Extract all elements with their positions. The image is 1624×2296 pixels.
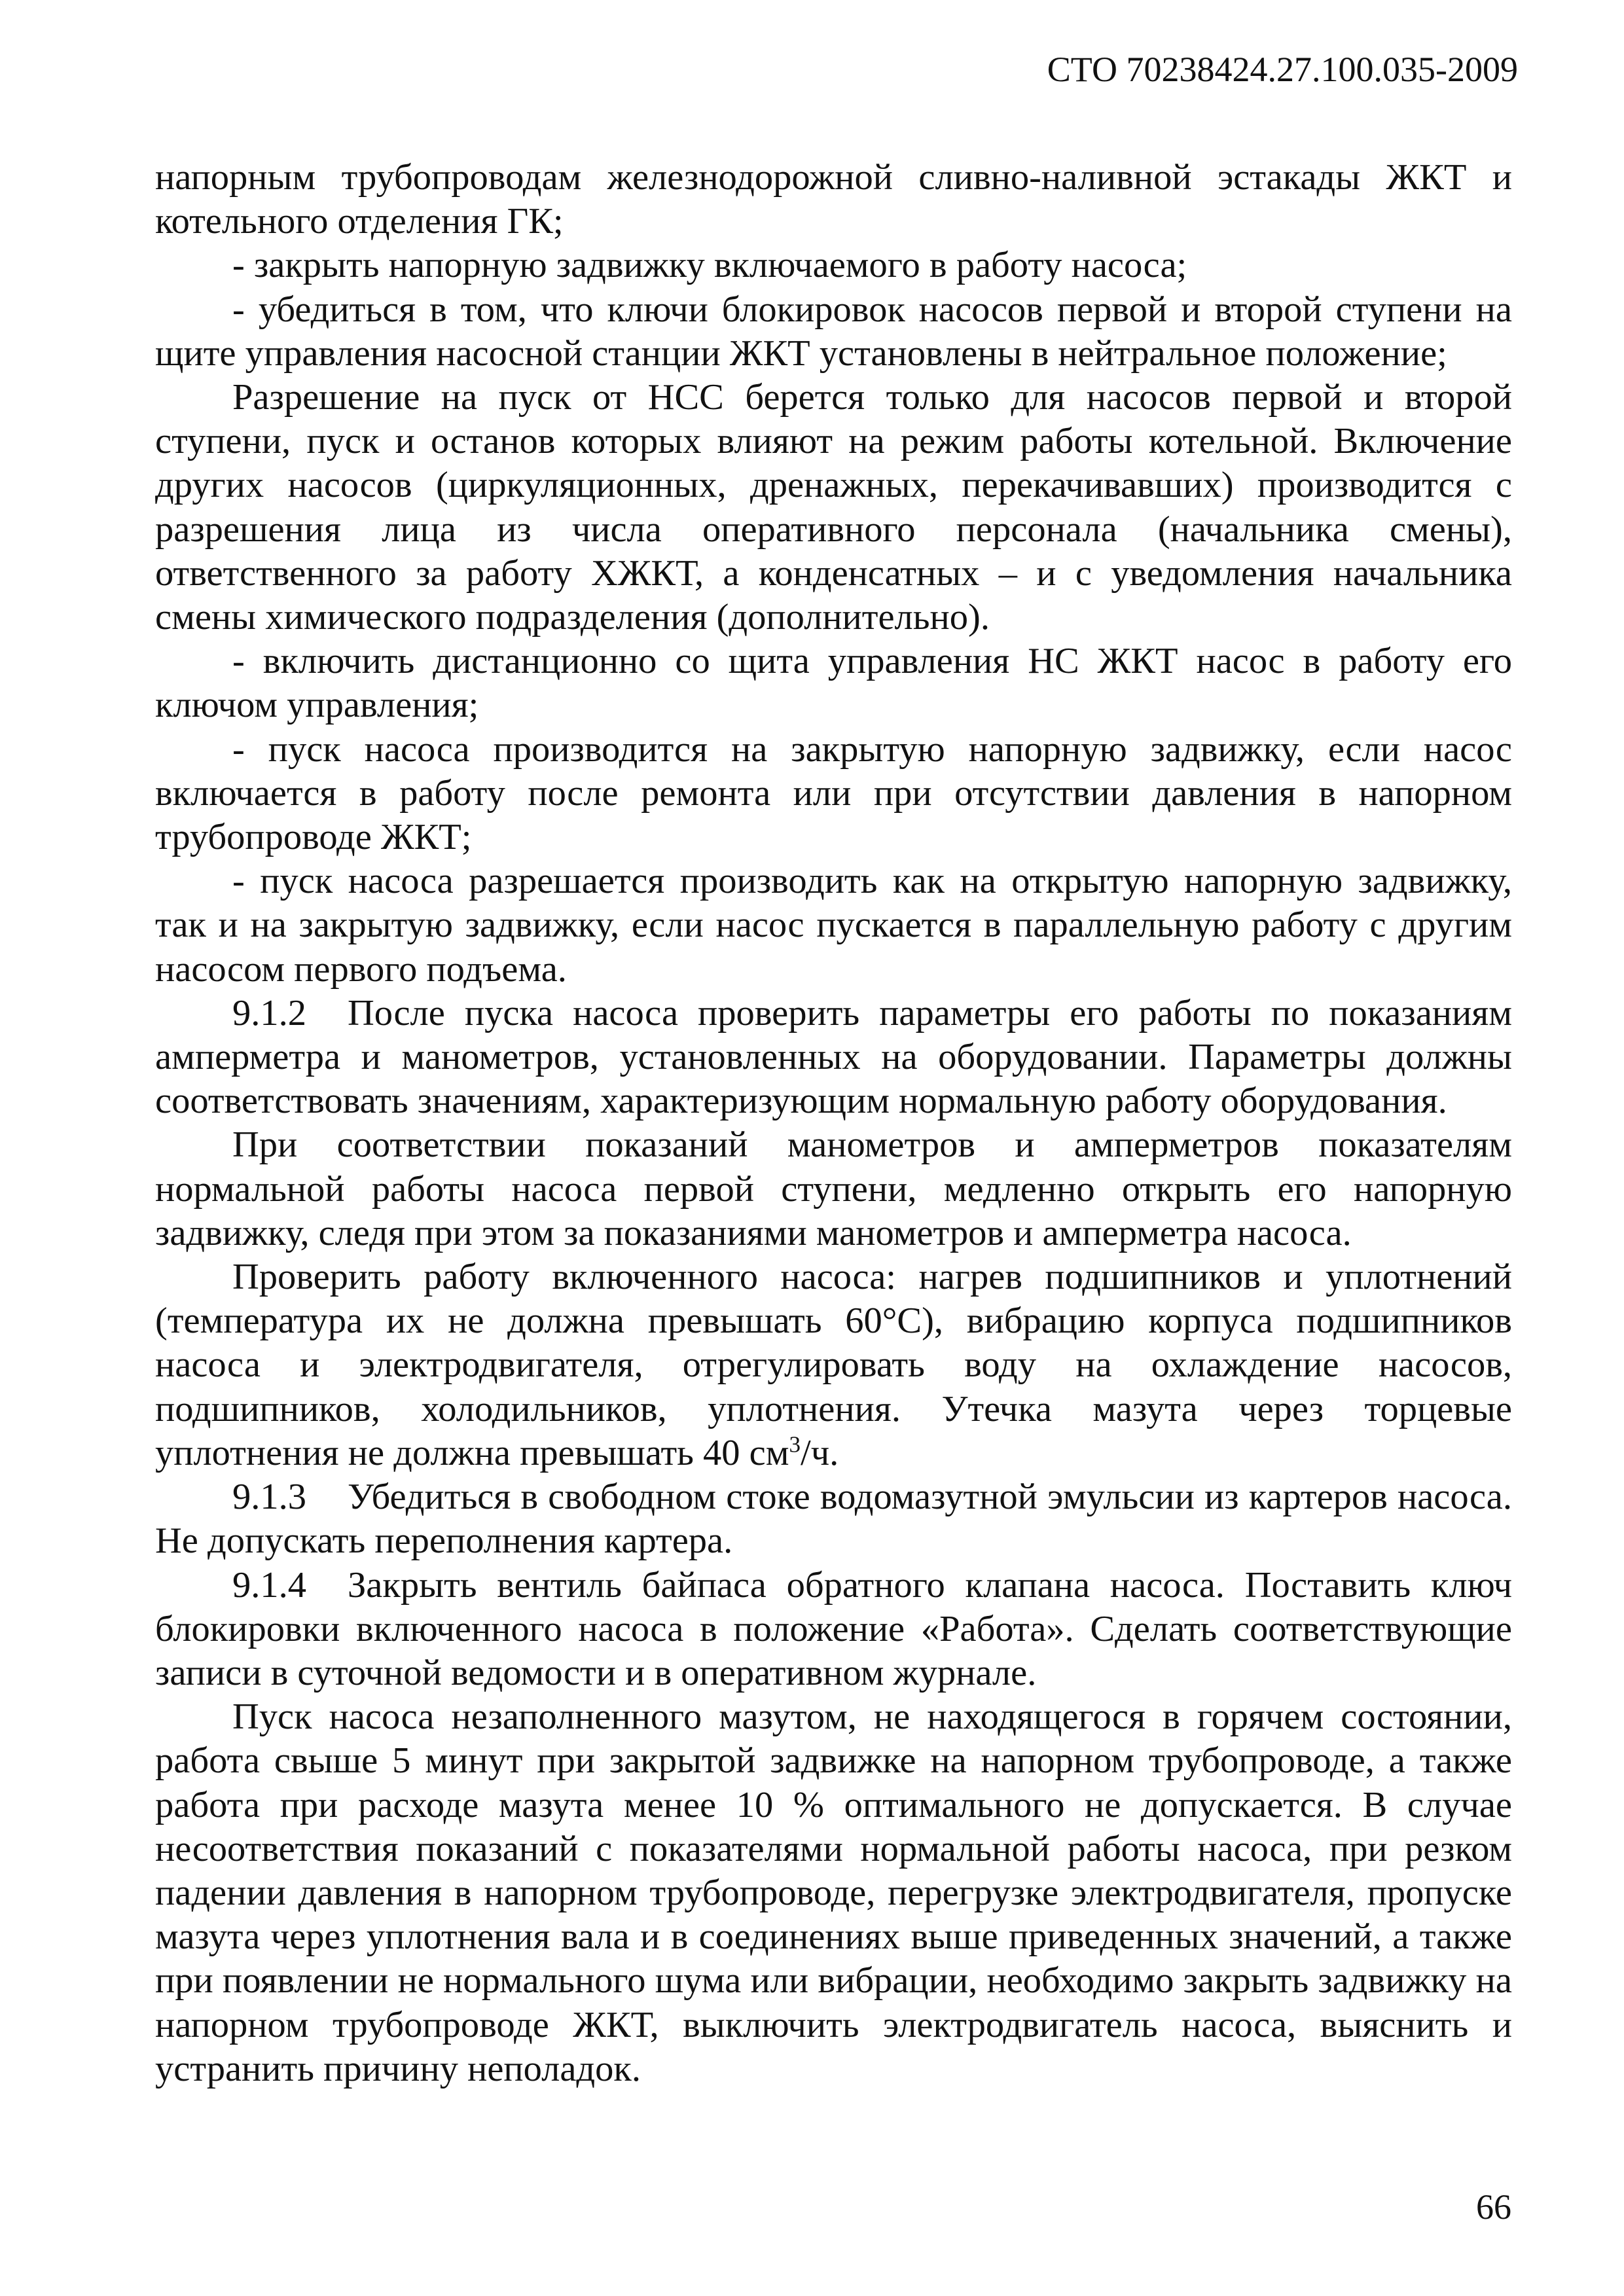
paragraph: При соответствии показаний манометров и амперметров показателям нормальной работы насоса первой ступени, медленно открыть его напорную задвижку, следя при этом за показаниями манометров и амперметра насоса. xyxy=(155,1124,1512,1253)
list-item: - пуск насоса разрешается производить как на открытую напорную задвижку, так и на закрытую задвижку, если насос пускается в параллельную работу с другим насосом первого подъема. xyxy=(155,861,1512,990)
clause-number: 9.1.3 xyxy=(232,1477,306,1518)
clause-text: После пуска насоса проверить параметры его работы по показаниям амперметра и манометров, установленных на оборудовании. Параметры должны соответствовать значениям, характеризующим нормальную работу оборудования. xyxy=(155,992,1512,1122)
unit-tail: /ч. xyxy=(801,1432,839,1473)
page-number: 66 xyxy=(1476,2187,1511,2227)
list-item: - пуск насоса производится на закрытую напорную задвижку, если насос включается в работу после ремонта или при отсутствии давления в напорном трубопроводе ЖКТ; xyxy=(155,728,1512,858)
clause-number: 9.1.2 xyxy=(232,992,306,1033)
clause-9-1-2 xyxy=(155,992,1512,1124)
body-text xyxy=(155,156,1512,2091)
clause-9-1-3 xyxy=(155,1475,1512,1563)
paragraph: напорным трубопроводам железнодорожной сливно-наливной эстакады ЖКТ и котельного отделения ГК; xyxy=(155,157,1512,242)
superscript: 3 xyxy=(789,1431,801,1458)
clause-text: Закрыть вентиль байпаса обратного клапана насоса. Поставить ключ блокировки включенного насоса в положение «Работа». Сделать соответствующие записи в суточной ведомости и в оперативном журнале. xyxy=(155,1564,1512,1693)
paragraph-text: Проверить работу включенного насоса: нагрев подшипников и уплотнений (температура их не должна превышать 60°С), вибрацию корпуса подшипников насоса и электродвигателя, отрегулировать воду на охлаждение насосов, подшипников, холодильников, уплотнения. Утечка мазута через торцевые уплотнения не должна превышать 40 см xyxy=(155,1257,1512,1473)
document-code: СТО 70238424.27.100.035-2009 xyxy=(1047,50,1518,89)
clause-number: 9.1.4 xyxy=(232,1564,306,1605)
list-item: - убедиться в том, что ключи блокировок насосов первой и второй ступени на щите управления насосной станции ЖКТ установлены в нейтральное положение; xyxy=(155,289,1512,374)
clause-text: Убедиться в свободном стоке водомазутной эмульсии из картеров насоса. Не допускать переполнения картера. xyxy=(155,1477,1512,1562)
paragraph-with-units xyxy=(155,1255,1512,1475)
paragraph: Разрешение на пуск от НСС берется только для насосов первой и второй ступени, пуск и останов которых влияют на режим работы котельной. Включение других насосов (циркуляционных, дренажных, перекачивавших) производится с разрешения лица из числа оперативного персонала (начальника смены), ответственного за работу ХЖКТ, а конденсатных – и с уведомления начальника смены химического подразделения (дополнительно). xyxy=(155,377,1512,638)
list-item: - закрыть напорную задвижку включаемого в работу насоса; xyxy=(232,245,1187,286)
list-item: - включить дистанционно со щита управления НС ЖКТ насос в работу его ключом управления; xyxy=(155,641,1512,726)
clause-9-1-4 xyxy=(155,1564,1512,1696)
paragraph: Пуск насоса незаполненного мазутом, не находящегося в горячем состоянии, работа свыше 5 минут при закрытой задвижке на напорном трубопроводе, а также работа при расходе мазута менее 10 % оптимального не допускается. В случае несоответствия показаний с показателями нормальной работы насоса, при резком падении давления в напорном трубопроводе, перегрузке электродвигателя, пропуске мазута через уплотнения вала и в соединениях выше приведенных значений, а также при появлении не нормального шума или вибрации, необходимо закрыть задвижку на напорном трубопроводе ЖКТ, выключить электродвигатель насоса, выяснить и устранить причину неполадок. xyxy=(155,1696,1512,2089)
